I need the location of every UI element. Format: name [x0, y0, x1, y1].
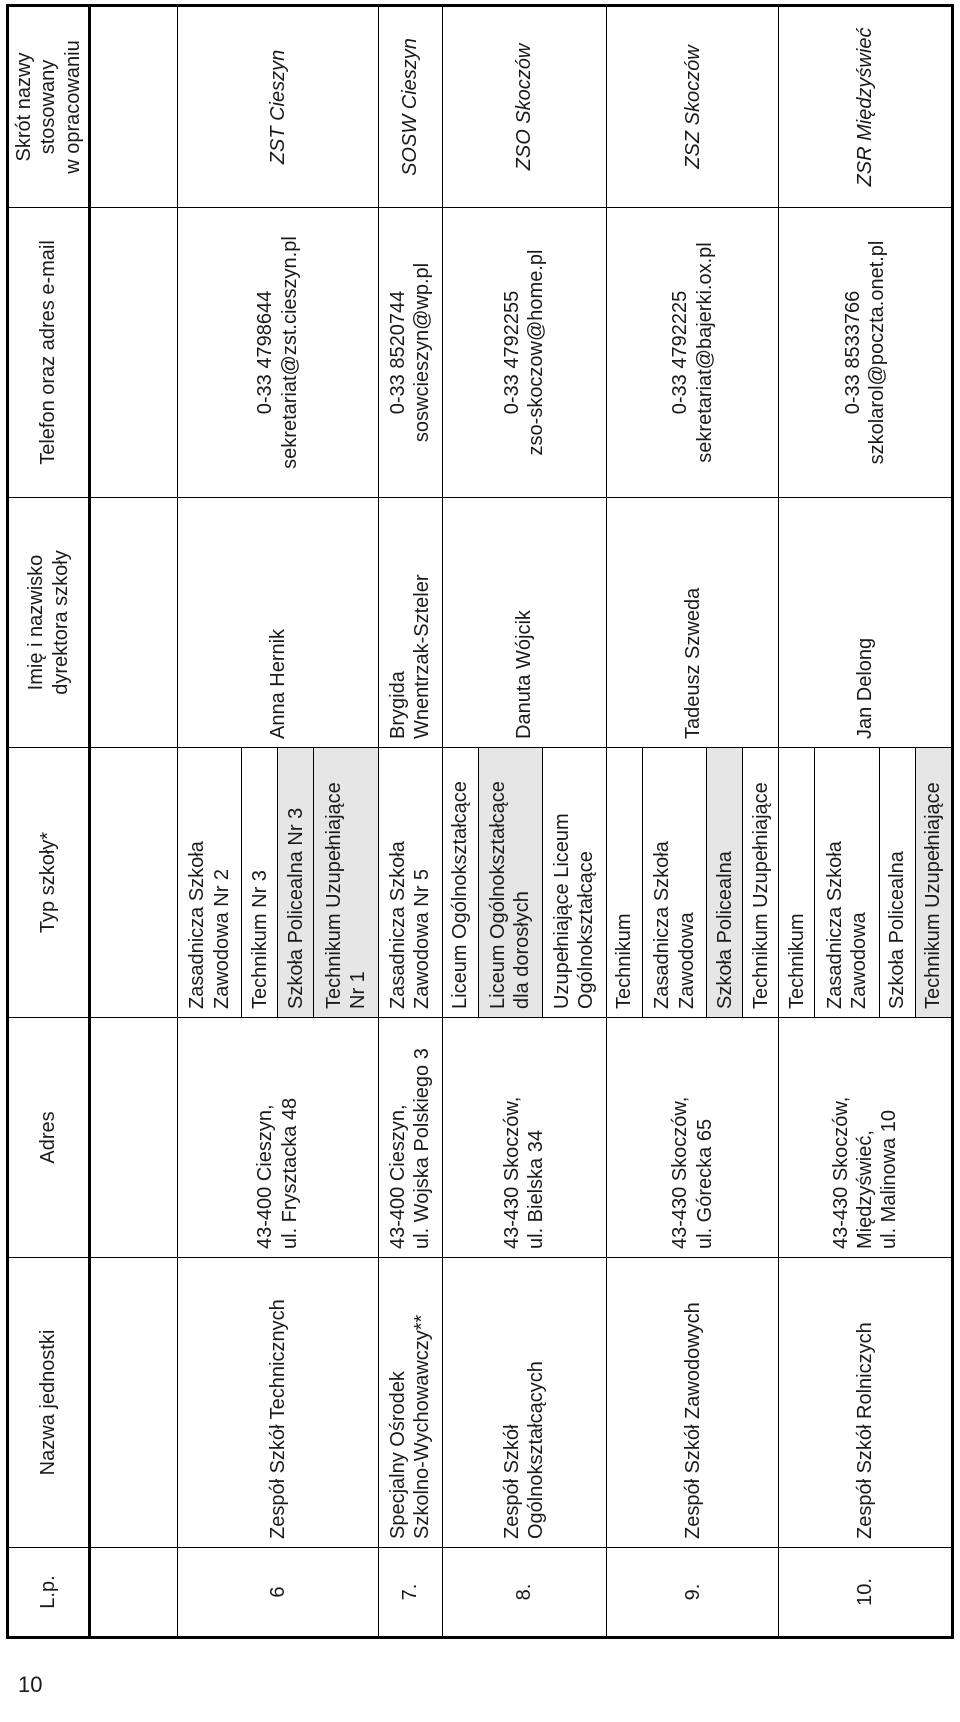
cell-dyrektor — [378, 498, 442, 748]
blank-cell — [90, 1258, 178, 1548]
header-typ: Typ szkoły* — [8, 748, 90, 1018]
header-dyrektor-line1: Imię i nazwisko — [25, 554, 48, 691]
cell-adres-line2: ul. Górecka 65 — [693, 1118, 716, 1249]
cell-nazwa-line2: Szkolno-Wychowawczy** — [411, 1314, 434, 1539]
cell-typ-line2: dla dorosłych — [511, 891, 534, 1009]
cell-dyrektor: Tadeusz Szweda — [607, 498, 779, 748]
cell-adres — [378, 1018, 442, 1258]
blank-row — [90, 6, 178, 1638]
cell-dyrektor: Jan Delong — [779, 498, 953, 748]
cell-telefon-email: szkolarol@poczta.onet.pl — [866, 240, 889, 465]
blank-cell — [90, 6, 178, 208]
cell-telefon-phone: 0-33 4792255 — [500, 290, 523, 415]
table-row — [607, 6, 643, 1638]
cell-telefon-email: soswcieszyn@wp.pl — [411, 262, 434, 443]
cell-typ: Szkoła Policealna — [879, 748, 915, 1018]
blank-cell — [90, 208, 178, 498]
cell-dyrektor: Anna Hernik — [178, 498, 378, 748]
cell-typ-line1: Liceum Ogólnokształcące — [486, 781, 509, 1009]
header-skrot-line1: Skrót nazwy stosowany — [13, 52, 60, 162]
cell-dyrektor: Danuta Wójcik — [442, 498, 606, 748]
blank-cell — [90, 1018, 178, 1258]
cell-lp: 7. — [378, 1548, 442, 1638]
cell-typ-shaded — [478, 748, 542, 1018]
header-dyrektor-line2: dyrektora szkoły — [49, 550, 72, 695]
cell-lp: 9. — [607, 1548, 779, 1638]
cell-typ — [378, 748, 442, 1018]
cell-typ: Technikum Nr 3 — [242, 748, 278, 1018]
cell-typ-line1: Zasadnicza Szkoła — [386, 841, 409, 1009]
cell-nazwa-line1: Zespół Szkół — [500, 1424, 523, 1539]
cell-nazwa: Zespół Szkół Rolniczych — [779, 1258, 953, 1548]
cell-telefon-email: sekretariat@bajerki.ox.pl — [693, 242, 716, 463]
cell-typ-shaded: Szkoła Policealna Nr 3 — [278, 748, 314, 1018]
cell-typ-line1: Zasadnicza Szkoła — [823, 841, 846, 1009]
cell-skrot: ZST Cieszyn — [178, 6, 378, 208]
blank-cell — [90, 498, 178, 748]
cell-typ-line2: Ogólnokształcące — [575, 851, 598, 1009]
cell-telefon — [779, 208, 953, 498]
cell-telefon — [378, 208, 442, 498]
cell-typ-line1: Uzupełniające Liceum — [551, 813, 574, 1009]
cell-skrot: SOSW Cieszyn — [378, 6, 442, 208]
cell-telefon — [442, 208, 606, 498]
cell-typ-shaded — [314, 748, 378, 1018]
cell-skrot: ZSO Skoczów — [442, 6, 606, 208]
header-nazwa: Nazwa jednostki — [8, 1258, 90, 1548]
header-lp: L.p. — [8, 1548, 90, 1638]
cell-skrot: ZSR Międzyświeć — [779, 6, 953, 208]
cell-typ — [178, 748, 242, 1018]
cell-typ-line1: Zasadnicza Szkoła — [651, 841, 674, 1009]
cell-typ-line2: Zawodowa Nr 2 — [210, 868, 233, 1009]
header-adres: Adres — [8, 1018, 90, 1258]
table-row — [442, 6, 478, 1638]
cell-lp: 10. — [779, 1548, 953, 1638]
cell-adres-line1: 43-400 Cieszyn, — [254, 1104, 277, 1249]
table-row — [178, 6, 242, 1638]
table-row — [378, 6, 442, 1638]
blank-cell — [90, 748, 178, 1018]
schools-table — [6, 4, 954, 1639]
cell-typ-line2: Zawodowa Nr 5 — [411, 868, 434, 1009]
cell-typ — [643, 748, 707, 1018]
header-skrot — [8, 6, 90, 208]
cell-telefon — [178, 208, 378, 498]
cell-typ — [815, 748, 879, 1018]
page-number: 10 — [18, 1672, 43, 1697]
cell-adres-line2: ul. Wojska Polskiego 3 — [411, 1048, 434, 1249]
cell-typ-line2: Nr 1 — [347, 971, 370, 1009]
cell-typ-shaded: Technikum Uzupełniające — [915, 748, 952, 1018]
cell-nazwa-line2: Ogólnokształcących — [525, 1361, 548, 1539]
cell-adres-line2: ul. Frysztacka 48 — [278, 1097, 301, 1249]
table-row — [779, 6, 815, 1638]
cell-telefon-phone: 0-33 8533766 — [841, 290, 864, 415]
cell-nazwa-line1: Zespół Szkół Technicznych — [266, 1299, 289, 1539]
header-telefon: Telefon oraz adres e-mail — [8, 208, 90, 498]
cell-nazwa: Zespół Szkół Zawodowych — [607, 1258, 779, 1548]
cell-nazwa — [178, 1258, 378, 1548]
cell-telefon-phone: 0-33 4792225 — [669, 290, 692, 415]
cell-dyrektor-line1: Brygida — [386, 671, 409, 739]
cell-telefon — [607, 208, 779, 498]
cell-telefon-email: sekretariat@zst.cieszyn.pl — [278, 236, 301, 469]
cell-typ-line2: Zawodowa — [848, 912, 871, 1009]
cell-adres — [442, 1018, 606, 1258]
cell-adres-line1: 43-430 Skoczów, — [500, 1096, 523, 1249]
cell-typ-line1: Zasadnicza Szkoła — [186, 841, 209, 1009]
cell-telefon-phone: 0-33 4798644 — [254, 290, 277, 415]
cell-nazwa — [442, 1258, 606, 1548]
cell-adres-line1: 43-430 Skoczów, — [829, 1096, 852, 1249]
blank-cell — [90, 1548, 178, 1638]
cell-typ — [542, 748, 606, 1018]
cell-telefon-email: zso-skoczow@home.pl — [525, 249, 548, 456]
cell-nazwa-line1: Specjalny Ośrodek — [386, 1371, 409, 1539]
cell-nazwa — [378, 1258, 442, 1548]
cell-typ: Technikum — [607, 748, 643, 1018]
cell-adres-line3: ul. Malinowa 10 — [878, 1110, 901, 1249]
cell-telefon-phone: 0-33 8520744 — [386, 290, 409, 415]
cell-adres — [779, 1018, 953, 1258]
cell-adres — [178, 1018, 378, 1258]
cell-typ: Liceum Ogólnokształcące — [442, 748, 478, 1018]
rotated-table-container — [6, 7, 954, 1639]
cell-typ-line2: Zawodowa — [675, 912, 698, 1009]
header-dyrektor — [8, 498, 90, 748]
cell-typ: Technikum — [779, 748, 815, 1018]
cell-adres-line2: Międzyświeć, — [854, 1130, 876, 1249]
cell-adres-line1: 43-400 Cieszyn, — [386, 1104, 409, 1249]
cell-typ-line1: Technikum Uzupełniające — [322, 782, 345, 1009]
cell-dyrektor-line2: Wnentrzak-Szteler — [411, 574, 434, 739]
cell-skrot: ZSZ Skoczów — [607, 6, 779, 208]
cell-lp: 8. — [442, 1548, 606, 1638]
cell-adres — [607, 1018, 779, 1258]
header-row — [8, 6, 90, 1638]
cell-typ-shaded: Szkoła Policealna — [707, 748, 743, 1018]
header-skrot-line2: w opracowaniu — [61, 40, 84, 174]
cell-adres-line1: 43-430 Skoczów, — [669, 1096, 692, 1249]
cell-typ: Technikum Uzupełniające — [743, 748, 779, 1018]
cell-adres-line2: ul. Bielska 34 — [525, 1130, 548, 1249]
cell-lp: 6 — [178, 1548, 378, 1638]
